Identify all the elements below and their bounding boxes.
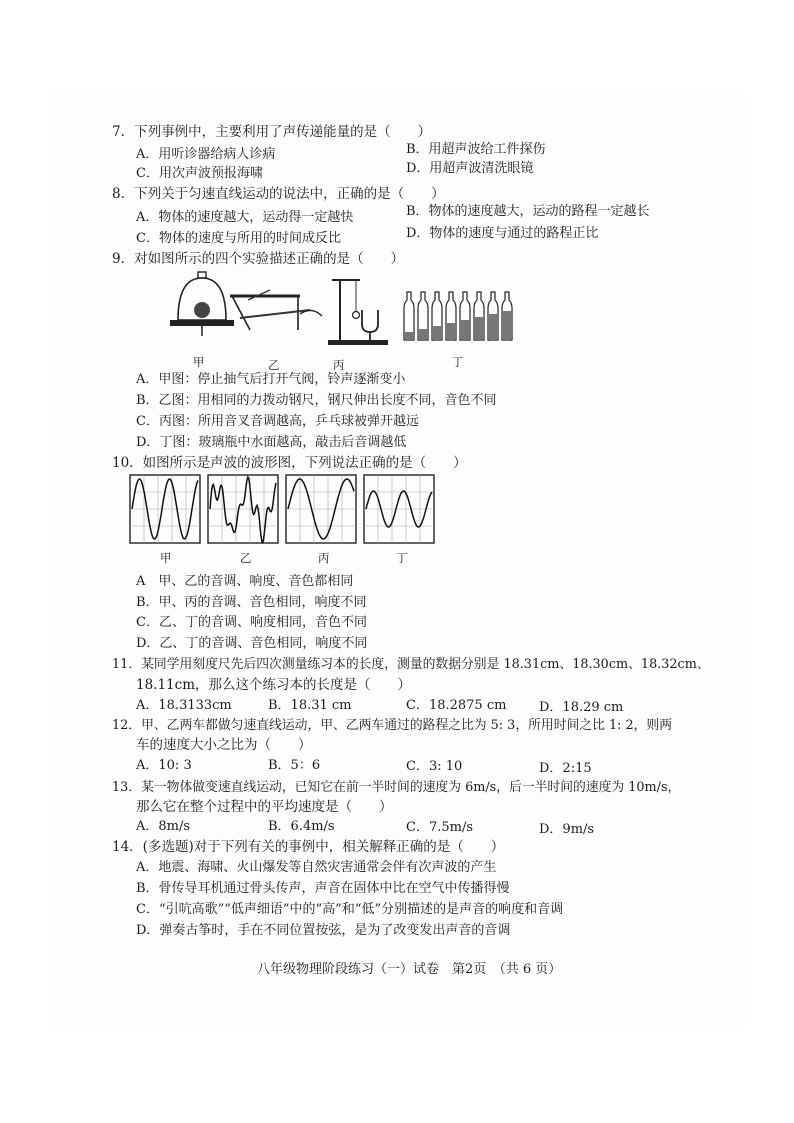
q9-label-yi: 乙 <box>268 358 280 372</box>
q12-stem-line2: 车的速度大小之比为（ ） <box>136 737 312 753</box>
tuning-fork-figure <box>328 280 388 345</box>
q12-option-a: A．10: 3 <box>136 758 192 773</box>
page-footer: 八年级物理阶段练习（一）试卷 第2页 （共 6 页） <box>257 962 562 977</box>
q11-option-b: B．18.31 cm <box>268 698 352 713</box>
q8-stem: 8．下列关于匀速直线运动的说法中，正确的是（ ） <box>112 186 445 202</box>
q8-option-c: C．物体的速度与所用的时间成反比 <box>136 231 341 246</box>
bottle-water <box>419 329 427 340</box>
q14-option-c: C．“引吭高歌”“低声细语”中的“高”和“低”分别描述的是声音的响度和音调 <box>136 902 564 917</box>
q11-stem-line2: 18.11cm，那么这个练习本的长度是（ ） <box>136 677 412 693</box>
bottle-water <box>503 311 511 340</box>
q10-option-b: B．甲、丙的音调、音色相同，响度不同 <box>136 595 367 610</box>
waveform-bing <box>286 475 356 543</box>
q14-option-d: D．弹奏古筝时，手在不同位置按弦，是为了改变发出声音的音调 <box>136 923 511 938</box>
q10-label-ding: 丁 <box>396 551 408 565</box>
q9-experiment-figures <box>160 270 520 350</box>
q10-stem: 10．如图所示是声波的波形图，下列说法正确的是（ ） <box>112 455 467 471</box>
q10-label-bing: 丙 <box>318 551 330 565</box>
q13-stem-line1: 13．某一物体做变速直线运动，已知它在前一半时间的速度为 6m/s，后一半时间的速度为 10m/s， <box>112 780 681 795</box>
q13-stem-line2: 那么它在整个过程中的平均速度是（ ） <box>136 799 393 815</box>
q7-option-a: A．用听诊器给病人诊病 <box>136 147 276 162</box>
q13-option-c: C．7.5m/s <box>406 820 473 835</box>
q10-label-jia: 甲 <box>160 551 172 565</box>
waveform-yi <box>208 475 278 543</box>
q13-option-a: A．8m/s <box>136 819 191 834</box>
q10-option-a: A 甲、乙的音调、响度、音色都相同 <box>136 574 354 589</box>
q12-option-d: D．2:15 <box>539 761 592 776</box>
q11-stem-line1: 11．某同学用刻度尺先后四次测量练习本的长度，测量的数据分别是 18.31cm、18.30cm、18.32cm、 <box>112 657 710 672</box>
q9-option-a: A．甲图：停止抽气后打开气阀，铃声逐渐变小 <box>136 372 406 387</box>
q13-option-b: B．6.4m/s <box>268 819 335 834</box>
q11-option-a: A．18.3133cm <box>136 698 232 713</box>
q8-option-d: D．物体的速度与通过的路程正比 <box>406 226 599 241</box>
q10-waveform-figures <box>128 473 438 549</box>
q10-option-c: C．乙、丁的音调、响度相同，音色不同 <box>136 615 367 630</box>
q11-option-c: C．18.2875 cm <box>406 698 507 713</box>
q12-option-c: C．3: 10 <box>406 759 463 774</box>
bottle-water <box>461 320 469 340</box>
q9-label-ding: 丁 <box>452 355 464 369</box>
q9-stem: 9．对如图所示的四个实验描述正确的是（ ） <box>112 251 405 267</box>
q13-option-d: D．9m/s <box>539 822 595 837</box>
q8-option-b: B．物体的速度越大，运动的路程一定越长 <box>406 204 650 219</box>
q9-option-b: B．乙图：用相同的力拨动钢尺，钢尺伸出长度不同，音色不同 <box>136 393 497 408</box>
bottle-water <box>447 323 455 340</box>
bottle-water <box>475 317 483 340</box>
q11-option-d: D．18.29 cm <box>539 700 624 715</box>
q10-option-d: D．乙、丁的音调、音色相同，响度不同 <box>136 636 368 651</box>
q8-option-a: A．物体的速度越大，运动得一定越快 <box>136 210 354 225</box>
bottle-water <box>433 326 441 340</box>
bottles-figure <box>404 292 512 340</box>
waveform-ding <box>364 475 434 543</box>
bottle-water <box>405 332 413 340</box>
q14-option-b: B．骨传导耳机通过骨头传声，声音在固体中比在空气中传播得慢 <box>136 881 510 896</box>
q10-label-yi: 乙 <box>240 551 252 565</box>
q7-option-c: C．用次声波预报海啸 <box>136 166 263 181</box>
q12-option-b: B．5：6 <box>268 758 321 773</box>
q12-stem-line1: 12．甲、乙两车都做匀速直线运动，甲、乙两车通过的路程之比为 5: 3，所用时间之比 1: 2，则两 <box>112 718 673 733</box>
q9-label-bing: 丙 <box>333 358 345 372</box>
q14-stem: 14．(多选题)对于下列有关的事例中，相关解释正确的是（ ） <box>112 839 505 855</box>
q7-option-d: D．用超声波清洗眼镜 <box>406 161 534 176</box>
q9-option-d: D．丁图：玻璃瓶中水面越高，敲击后音调越低 <box>136 435 407 450</box>
q9-label-jia: 甲 <box>193 355 205 369</box>
q7-option-b: B．用超声波给工件探伤 <box>406 142 546 157</box>
q14-option-a: A．地震、海啸、火山爆发等自然灾害通常会伴有次声波的产生 <box>136 860 497 875</box>
q7-stem: 7．下列事例中，主要利用了声传递能量的是（ ） <box>112 124 432 140</box>
bell-jar-figure <box>170 272 234 336</box>
q9-option-c: C．丙图：所用音叉音调越高，乒乓球被弹开越远 <box>136 414 419 429</box>
waveform-jia <box>130 475 200 543</box>
bottle-water <box>489 314 497 340</box>
ruler-table-figure <box>230 290 322 330</box>
